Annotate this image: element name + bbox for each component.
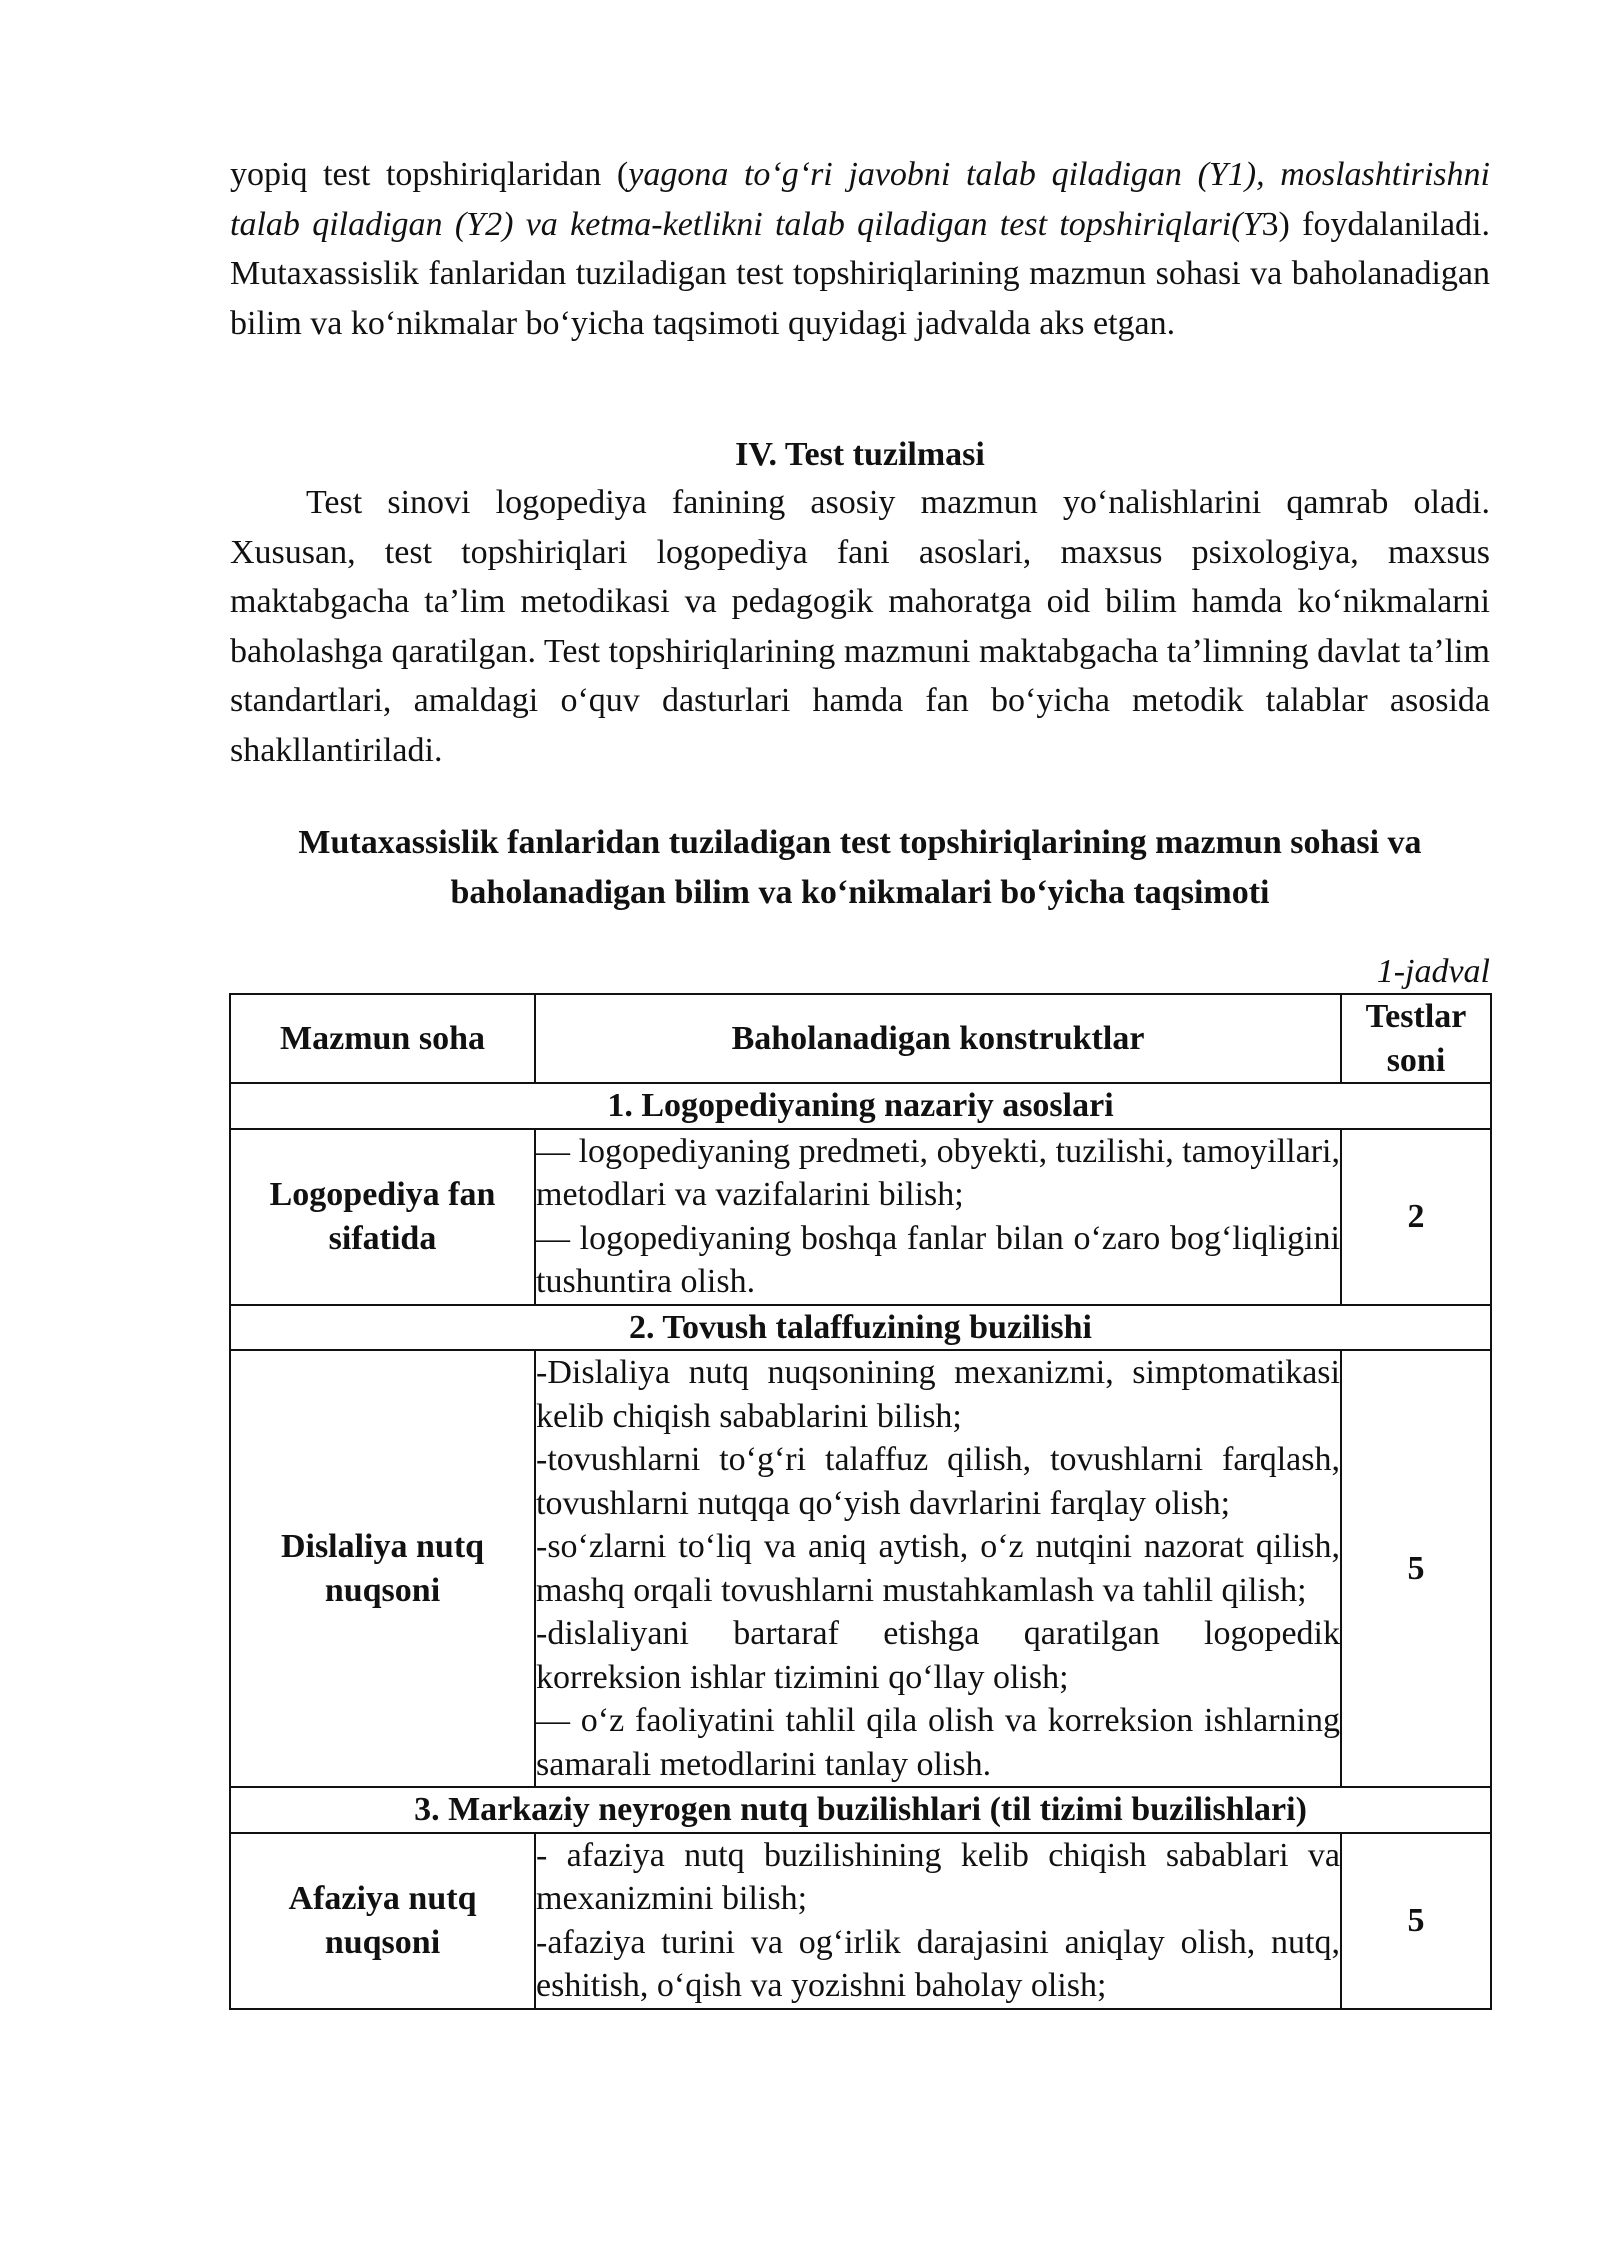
intro-text-2: 3) foydalaniladi. Mutaxassislik fanlaridan tuziladigan test topshiriqlarining mazmun sohasi va baholanadigan bilim va ko‘nikmalar bo‘yicha taqsimoti quyidagi jadvalda aks etgan. — [230, 205, 1491, 342]
construct-item: -Dislaliya nutq nuqsonining mexanizmi, simptomatikasi kelib chiqish sabablarini bilish; — [536, 1354, 1340, 1435]
content-area-line-2: nuqsoni — [324, 1923, 441, 1961]
header-constructs: Baholanadigan konstruktlar — [535, 994, 1341, 1083]
header-content-area: Mazmun soha — [230, 994, 535, 1083]
constructs-cell — [535, 1350, 1341, 1787]
test-count-cell: 5 — [1341, 1350, 1491, 1787]
table-title-line-2: baholanadigan bilim va ko‘nikmalari bo‘yicha taqsimoti — [450, 874, 1270, 911]
table-header-row — [230, 994, 1491, 1083]
content-area-line-1: Afaziya nutq — [288, 1880, 477, 1917]
content-area-line-1: Dislaliya nutq — [280, 1528, 485, 1565]
section-title-row — [230, 1083, 1491, 1129]
table-row — [230, 1129, 1491, 1305]
content-area-line-2: nuqsoni — [324, 1571, 441, 1609]
content-area-cell — [230, 1350, 535, 1787]
header-test-count-line-2: soni — [1386, 1041, 1446, 1079]
table-row — [230, 1833, 1491, 2009]
header-test-count — [1341, 994, 1491, 1083]
test-count-cell: 5 — [1341, 1833, 1491, 2009]
table-row — [230, 1350, 1491, 1787]
test-count-cell: 2 — [1341, 1129, 1491, 1305]
intro-text-italic: yagona to‘g‘ri javobni talab qiladigan (Y1), moslashtirishni talab qiladigan (Y2) va ketma-ketlikni talab qiladigan test topshiriqlari(Y — [230, 156, 1490, 243]
header-test-count-line-1: Testlar — [1365, 998, 1467, 1035]
construct-item: -dislaliyani bartaraf etishga qaratilgan logopedik korreksion ishlar tizimini qo‘llay olish; — [536, 1615, 1340, 1696]
content-area-cell — [230, 1129, 535, 1305]
content-area-line-1: Logopediya fan — [269, 1176, 496, 1213]
content-area-line-2: sifatida — [328, 1219, 437, 1257]
construct-item: - afaziya nutq buzilishining kelib chiqish sabablari va mexanizmini bilish; — [536, 1836, 1340, 1917]
content-area-cell — [230, 1833, 535, 2009]
construct-item: -so‘zlarni to‘liq va aniq aytish, o‘z nutqini nazorat qilish, mashq orqali tovushlarni mustahkamlash va tahlil qilish; — [536, 1528, 1340, 1609]
distribution-table — [229, 993, 1492, 2010]
section-title: 1. Logopediyaning nazariy asoslari — [230, 1083, 1491, 1129]
construct-item: — o‘z faoliyatini tahlil qila olish va korreksion ishlarning samarali metodlarini tanlay olish. — [536, 1702, 1340, 1783]
construct-item: -tovushlarni to‘g‘ri talaffuz qilish, tovushlarni farqlash, tovushlarni nutqqa qo‘yish davrlarini farqlay olish; — [536, 1441, 1340, 1522]
section-heading: IV. Test tuzilmasi — [735, 436, 985, 473]
intro-paragraph — [230, 150, 1490, 348]
intro-text-1: yopiq test topshiriqlaridan ( — [230, 156, 629, 193]
table-title-line-1: Mutaxassislik fanlaridan tuziladigan test topshiriqlarining mazmun sohasi va — [298, 824, 1422, 861]
constructs-cell — [535, 1833, 1341, 2009]
table-label: 1-jadval — [1376, 953, 1490, 990]
table-title — [230, 818, 1490, 918]
construct-item: — logopediyaning predmeti, obyekti, tuzilishi, tamoyillari, metodlari va vazifalarini bilish; — [536, 1132, 1340, 1213]
construct-item: — logopediyaning boshqa fanlar bilan o‘zaro bog‘liqligini tushuntira olish. — [536, 1219, 1340, 1300]
section-title: 3. Markaziy neyrogen nutq buzilishlari (til tizimi buzilishlari) — [230, 1787, 1491, 1833]
section-paragraph: Test sinovi logopediya fanining asosiy mazmun yo‘nalishlarini qamrab oladi. Xususan, test topshiriqlari logopediya fani asoslari, maxsus psixologiya, maxsus maktabgacha ta’lim metodikasi va pedagogik mahoratga oid bilim hamda ko‘nikmalarni baholashga qaratilgan. Test topshiriqlarining mazmuni maktabgacha ta’limning davlat ta’lim standartlari, amaldagi o‘quv dasturlari hamda fan bo‘yicha metodik talablar asosida shakllantiriladi. — [230, 484, 1490, 769]
section-title-row — [230, 1305, 1491, 1351]
section-title: 2. Tovush talaffuzining buzilishi — [230, 1305, 1491, 1351]
construct-item: -afaziya turini va og‘irlik darajasini aniqlay olish, nutq, eshitish, o‘qish va yozishni baholay olish; — [536, 1923, 1340, 2004]
section-title-row — [230, 1787, 1491, 1833]
constructs-cell — [535, 1129, 1341, 1305]
